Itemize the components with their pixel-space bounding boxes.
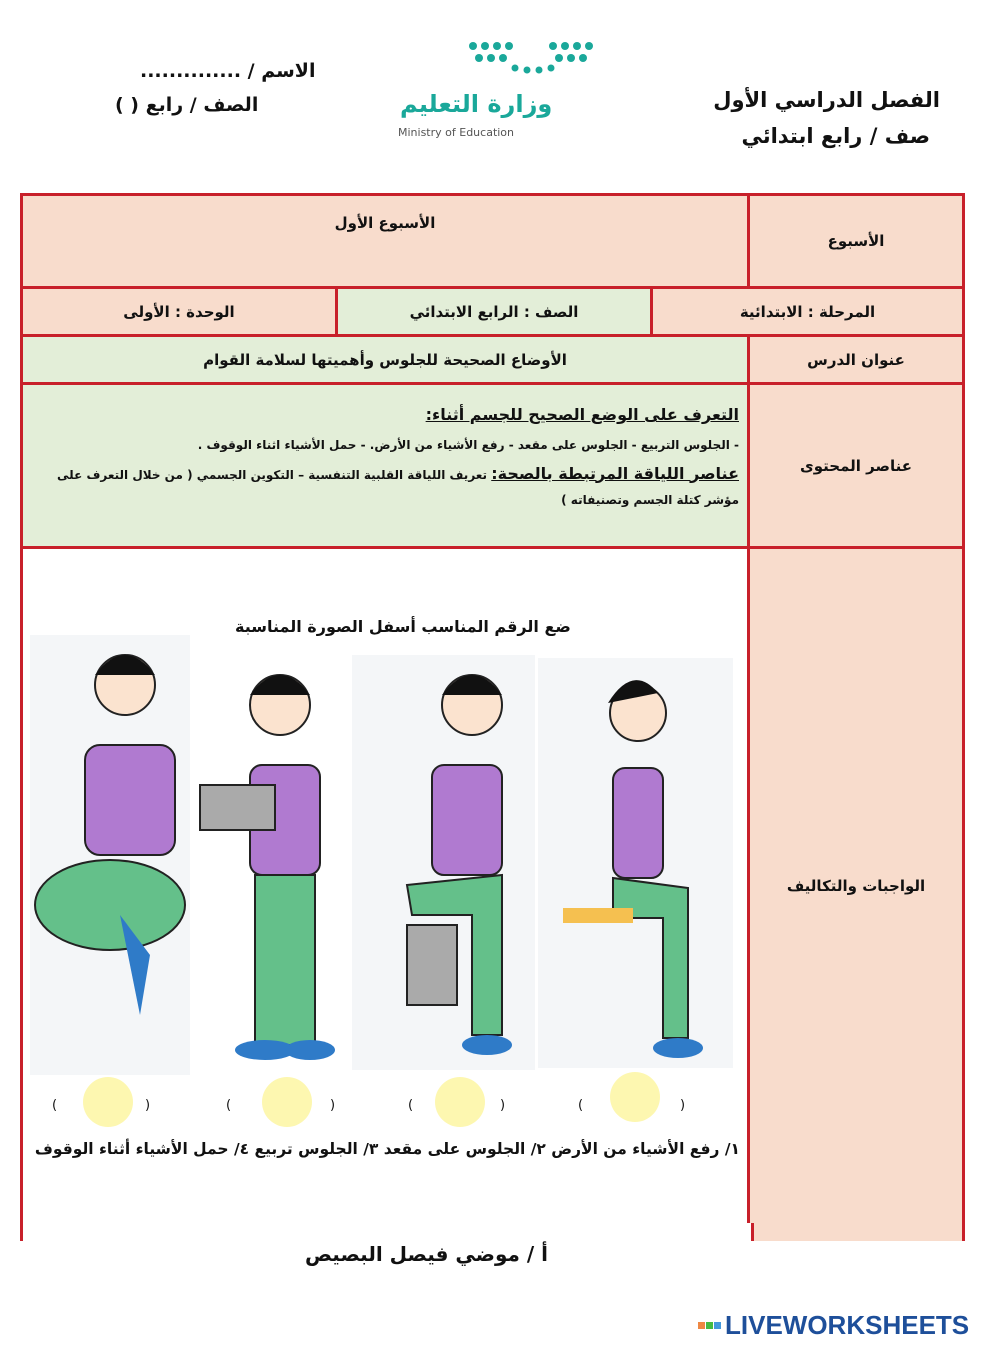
content-label: عناصر المحتوى (800, 456, 912, 475)
close-paren: ) (680, 1098, 686, 1113)
answer-input-1[interactable] (83, 1077, 133, 1127)
bottom-row (20, 1223, 965, 1241)
stage-cell (650, 286, 965, 337)
close-paren: ) (145, 1098, 151, 1113)
answer-input-2[interactable] (262, 1077, 312, 1127)
week-label-cell (747, 193, 965, 289)
ministry-name-en: Ministry of Education (398, 126, 515, 139)
lesson-label-cell (747, 334, 965, 385)
liveworksheets-logo: LIVEWORKSHEETS (698, 1310, 969, 1341)
ministry-name-ar: وزارة التعليم (400, 90, 553, 118)
close-paren: ) (500, 1098, 506, 1113)
boy-sitting-on-seat-image (538, 658, 733, 1068)
boy-lifting-bag-image (352, 655, 535, 1070)
semester-title: الفصل الدراسي الأول (713, 88, 940, 112)
class-label: الصف / رابع ( ) (115, 94, 259, 116)
content-cell (20, 382, 750, 549)
fitness-text: تعريف اللياقة القلبية التنفسية – التكوين الجسمي ( من خلال التعرف على مؤشر كتلة الجسم وتصنيفاته ) (57, 467, 739, 507)
ministry-logo (395, 38, 605, 143)
open-paren: ( (52, 1098, 58, 1113)
unit-cell (20, 286, 338, 337)
homework-label-cell (747, 546, 965, 1226)
open-paren: ( (226, 1098, 232, 1113)
stage-value: المرحلة : الابتدائية (739, 302, 876, 321)
lesson-value: الأوضاع الصحيحة للجلوس وأهميتها لسلامة القوام (203, 350, 567, 369)
activity-instruction: ضع الرقم المناسب أسفل الصورة المناسبة (235, 617, 571, 636)
logo-dots-icon (463, 38, 603, 78)
activity-options: ١/ رفع الأشياء من الأرض ٢/ الجلوس على مقعد ٣/ الجلوس تربيع ٤/ حمل الأشياء أثناء الوقوف (34, 1140, 740, 1158)
content-label-cell (747, 382, 965, 549)
week-label: الأسبوع (827, 232, 885, 250)
grade-cell (335, 286, 653, 337)
answer-input-3[interactable] (435, 1077, 485, 1127)
week-value-cell (20, 193, 750, 289)
lws-grid-icon (698, 1322, 721, 1330)
week-value: الأسبوع الأول (334, 214, 436, 232)
boy-carrying-box-image (195, 655, 345, 1075)
open-paren: ( (578, 1098, 584, 1113)
open-paren: ( (408, 1098, 414, 1113)
grade-title: صف / رابع ابتدائي (741, 124, 930, 148)
content-heading: التعرف على الوضع الصحيح للجسم أثناء: (425, 405, 739, 424)
homework-label: الواجبات والتكاليف (786, 877, 926, 895)
content-items: - الجلوس التربيع - الجلوس على مقعد - رفع الأشياء من الأرض. - حمل الأشياء اثناء الوقوف . (197, 438, 739, 453)
lesson-value-cell (20, 334, 750, 385)
teacher-name: أ / موضي فيصل البصيص (305, 1242, 548, 1266)
grade-value: الصف : الرابع الابتدائي (409, 302, 579, 321)
fitness-heading: عناصر اللياقة المرتبطة بالصحة: (491, 463, 739, 483)
unit-value: الوحدة : الأولى (123, 302, 235, 321)
lesson-label: عنوان الدرس (807, 350, 905, 369)
answer-input-4[interactable] (610, 1072, 660, 1122)
close-paren: ) (330, 1098, 336, 1113)
boy-sitting-crosslegged-image (30, 635, 190, 1075)
name-label: الاسم / .............. (140, 60, 316, 82)
